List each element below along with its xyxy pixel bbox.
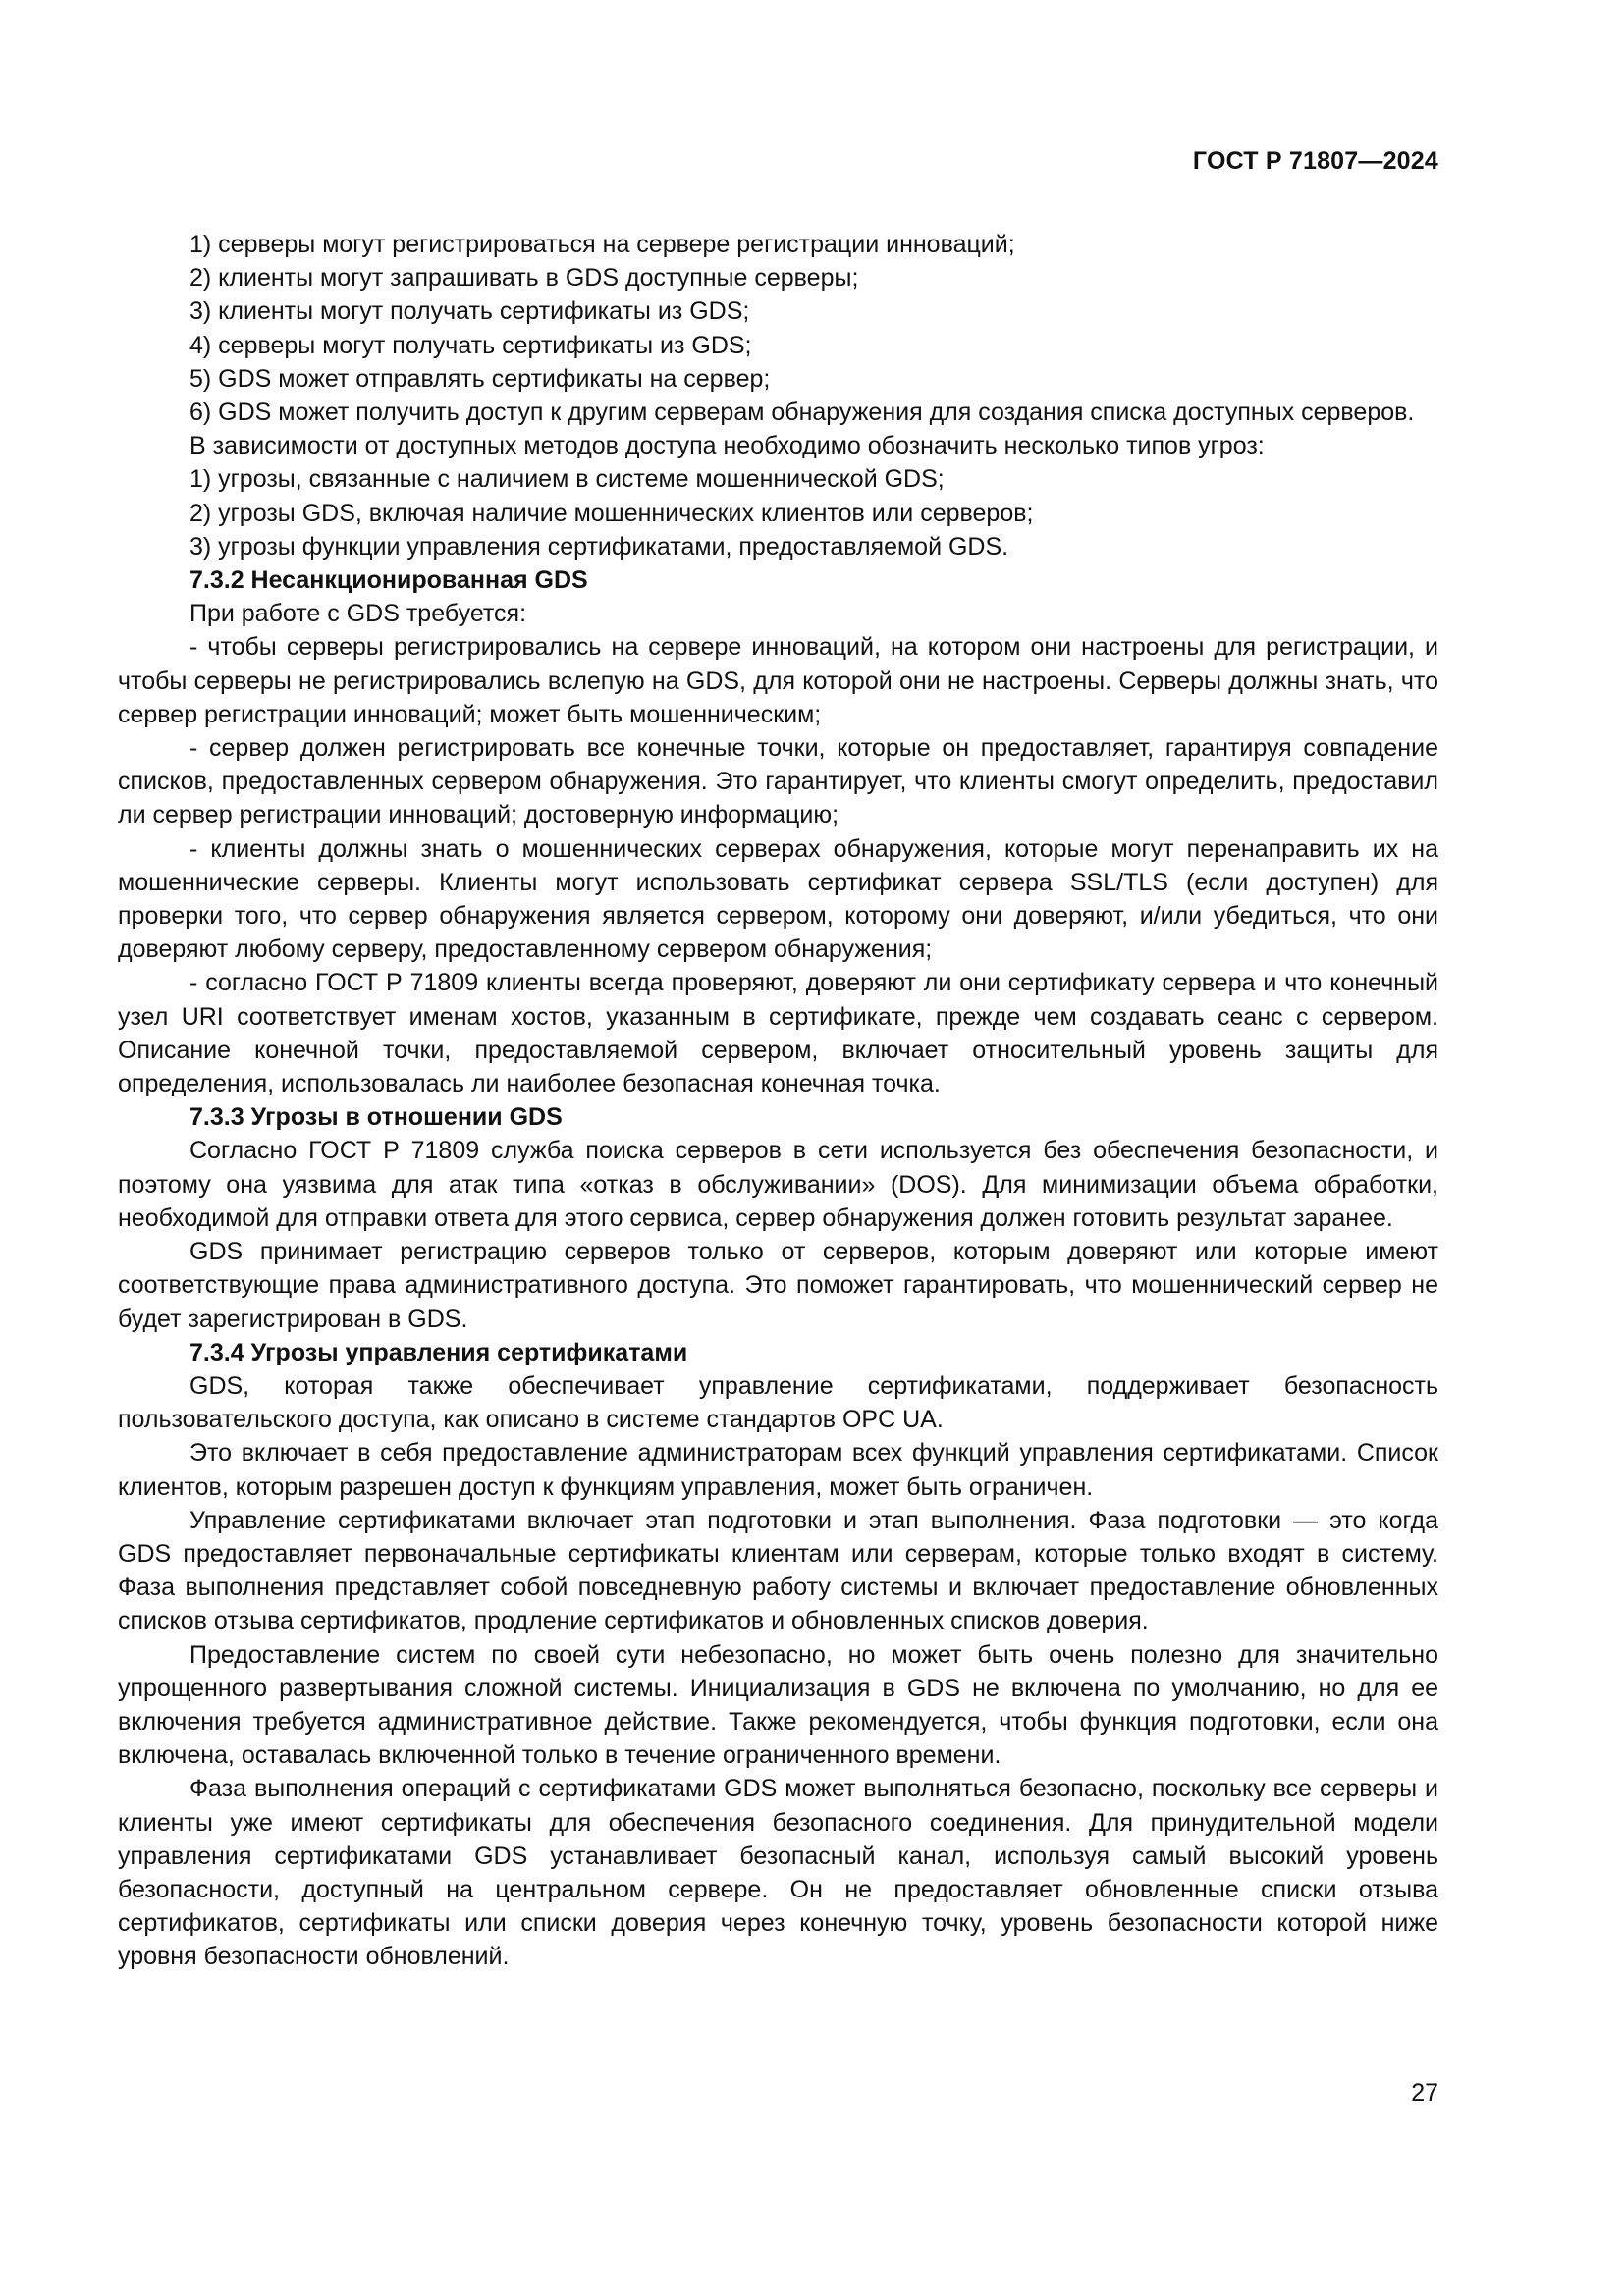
list-item: 2) клиенты могут запрашивать в GDS доступные серверы; [189, 264, 859, 293]
document-code-header: ГОСТ Р 71807—2024 [1192, 147, 1438, 175]
list-item: - сервер должен регистрировать все конечные точки, которые он предоставляет, гарантируя совпадение списков, предоставленных сервером обнаружения. Это гарантирует, что клиенты смогут определить, предоставил ли сервер регистрации инноваций; достоверную информацию; [118, 734, 1438, 829]
list-item: 3) угрозы функции управления сертификатами, предоставляемой GDS. [189, 532, 1009, 561]
section-heading-7-3-3: 7.3.3 Угрозы в отношении GDS [189, 1103, 563, 1132]
list-item: 1) серверы могут регистрироваться на сервере регистрации инноваций; [189, 231, 1015, 258]
document-body [118, 228, 1438, 1974]
section-heading-7-3-2: 7.3.2 Несанкционированная GDS [189, 566, 588, 595]
paragraph: GDS, которая также обеспечивает управление сертификатами, поддерживает безопасность пользовательского доступа, как описано в системе стандартов OPC UA. [118, 1371, 1438, 1434]
paragraph: Управление сертификатами включает этап подготовки и этап выполнения. Фаза подготовки — это когда GDS предоставляет первоначальные сертификаты клиентам или серверам, которые только входят в систему. Фаза выполнения представляет собой повседневную работу системы и включает предоставление обновленных списков отзыва сертификатов, продление сертификатов и обновленных списков доверия. [118, 1506, 1438, 1635]
list-item: 4) серверы могут получать сертификаты из GDS; [189, 331, 752, 359]
paragraph: Предоставление систем по своей сути небезопасно, но может быть очень полезно для значительно упрощенного развертывания сложной системы. Инициализация в GDS не включена по умолчанию, но для ее включения требуется административное действие. Также рекомендуется, чтобы функция подготовки, если она включена, оставалась включенной только в течение ограниченного времени. [118, 1640, 1438, 1770]
list-item: 2) угрозы GDS, включая наличие мошеннических клиентов или серверов; [189, 499, 1034, 527]
paragraph: Это включает в себя предоставление администраторам всех функций управления сертификатами. Список клиентов, которым разрешен доступ к функциям управления, может быть ограничен. [118, 1439, 1438, 1501]
list-item: - клиенты должны знать о мошеннических серверах обнаружения, которые могут перенаправить их на мошеннические серверы. Клиенты могут использовать сертификат сервера SSL/TLS (если доступен) для проверки того, что сервер обнаружения является сервером, которому они доверяют, и/или убедиться, что они доверяют любому серверу, предоставленному сервером обнаружения; [118, 834, 1438, 964]
page-number: 27 [1411, 2079, 1438, 2107]
list-item: 1) угрозы, связанные с наличием в системе мошеннической GDS; [189, 465, 945, 494]
section-heading-7-3-4: 7.3.4 Угрозы управления сертификатами [189, 1338, 688, 1366]
paragraph: Согласно ГОСТ Р 71809 служба поиска серверов в сети используется без обеспечения безопасности, и поэтому она уязвима для атак типа «отказ в обслуживании» (DOS). Для минимизации объема обработки, необходимой для отправки ответа для этого сервиса, сервер обнаружения должен готовить результат заранее. [118, 1137, 1438, 1232]
list-item: 6) GDS может получить доступ к другим серверам обнаружения для создания списка доступных серверов. [189, 399, 1415, 427]
paragraph: Фаза выполнения операций с сертификатами GDS может выполняться безопасно, поскольку все серверы и клиенты уже имеют сертификаты для обеспечения безопасного соединения. Для принудительной модели управления сертификатами GDS устанавливает безопасный канал, используя самый высокий уровень безопасности, доступный на центральном сервере. Он не предоставляет обновленные списки отзыва сертификатов, сертификаты или списки доверия через конечную точку, уровень безопасности которой ниже уровня безопасности обновлений. [118, 1775, 1438, 1971]
paragraph: GDS принимает регистрацию серверов только от серверов, которым доверяют или которые имеют соответствующие права административного доступа. Это поможет гарантировать, что мошеннический сервер не будет зарегистрирован в GDS. [118, 1238, 1438, 1333]
paragraph: В зависимости от доступных методов доступа необходимо обозначить несколько типов угроз: [189, 432, 1265, 460]
list-item: - чтобы серверы регистрировались на сервере инноваций, на котором они настроены для регистрации, и чтобы серверы не регистрировались вслепую на GDS, для которой они не настроены. Серверы должны знать, что сервер регистрации инноваций; может быть мошенническим; [118, 633, 1438, 728]
paragraph: При работе с GDS требуется: [189, 600, 527, 628]
list-item: 3) клиенты могут получать сертификаты из GDS; [189, 297, 750, 326]
list-item: - согласно ГОСТ Р 71809 клиенты всегда проверяют, доверяют ли они сертификату сервера и что конечный узел URI соответствует именам хостов, указанным в сертификате, прежде чем создавать сеанс с сервером. Описание конечной точки, предоставляемой сервером, включает относительный уровень защиты для определения, использовалась ли наиболее безопасная конечная точка. [118, 969, 1438, 1098]
list-item: 5) GDS может отправлять сертификаты на сервер; [189, 364, 771, 393]
